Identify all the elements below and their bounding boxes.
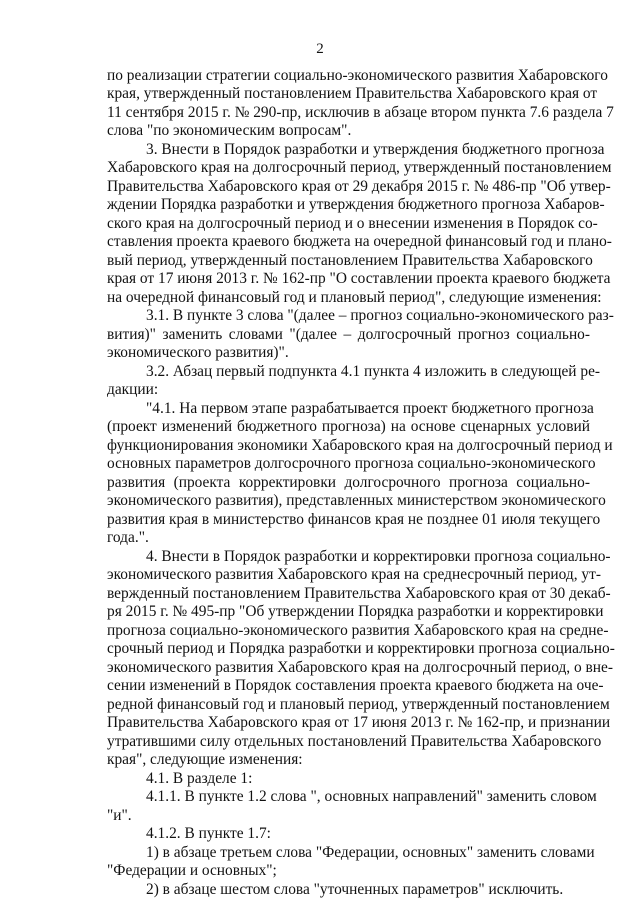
text-line: экономического развития), представленных министерством экономического: [107, 492, 606, 509]
text-line: 4.1.1. В пункте 1.2 слова ", основных направлений" заменить словом: [146, 788, 597, 805]
text-line: функционирования экономики Хабаровского края на долгосрочный период и: [107, 437, 613, 454]
text-line: вый период, утвержденный постановлением Правительства Хабаровского: [107, 252, 593, 269]
text-line: края", следующие изменения:: [107, 751, 303, 768]
text-line: редной финансовый год и плановый период, утвержденный постановлением: [107, 696, 610, 713]
text-line: ря 2015 г. № 495-пр "Об утверждении Порядка разработки и корректировки: [107, 603, 604, 620]
text-line: "и".: [107, 807, 132, 824]
text-line: ставления проекта краевого бюджета на очередной финансовый год и плано-: [107, 233, 612, 250]
text-line: вития)" заменить словами "(далее – долгосрочный прогноз социально-: [107, 326, 590, 343]
text-line: Хабаровского края на долгосрочный период, утвержденный постановлением: [107, 159, 612, 176]
text-line: края, утвержденный постановлением Правительства Хабаровского края от: [107, 85, 598, 102]
text-line: на очередной финансовый год и плановый период", следующие изменения:: [107, 289, 602, 306]
text-line: (проект изменений бюджетного прогноза) на основе сценарных условий: [107, 418, 590, 435]
text-line: Правительства Хабаровского края от 29 декабря 2015 г. № 486-пр "Об утвер-: [107, 178, 611, 195]
text-line: развития края в министерство финансов края не позднее 01 июля текущего: [107, 511, 601, 528]
text-line: экономического развития Хабаровского края на среднесрочный период, ут-: [107, 566, 601, 583]
text-line: 3.2. Абзац первый подпункта 4.1 пункта 4 изложить в следующей ре-: [146, 363, 601, 380]
text-line: края от 17 июня 2013 г. № 162-пр "О составлении проекта краевого бюджета: [107, 270, 611, 287]
text-line: вержденный постановлением Правительства Хабаровского края от 30 декаб-: [107, 585, 611, 602]
text-line: 4.1.2. В пункте 1.7:: [146, 825, 271, 842]
text-line: слова "по экономическим вопросам".: [107, 122, 352, 139]
text-line: 4.1. В разделе 1:: [146, 770, 253, 787]
text-line: Правительства Хабаровского края от 17 июня 2013 г. № 162-пр, и признании: [107, 714, 611, 731]
text-line: 2) в абзаце шестом слова "уточненных параметров" исключить.: [146, 881, 564, 898]
text-line: по реализации стратегии социально-экономического развития Хабаровского: [107, 67, 608, 84]
text-line: 3.1. В пункте 3 слова "(далее – прогноз социально-экономического раз-: [146, 307, 614, 324]
text-line: основных параметров долгосрочного прогноза социально-экономического: [107, 455, 596, 472]
text-line: экономического развития Хабаровского края на долгосрочный период, о вне-: [107, 659, 613, 676]
text-line: "4.1. На первом этапе разрабатывается проект бюджетного прогноза: [146, 400, 594, 417]
text-line: 4. Внести в Порядок разработки и корректировки прогноза социально-: [146, 548, 611, 565]
text-line: 11 сентября 2015 г. № 290-пр, исключив в абзаце втором пункта 7.6 раздела 7: [107, 104, 614, 121]
text-line: сении изменений в Порядок составления проекта краевого бюджета на оче-: [107, 677, 604, 694]
text-line: дакции:: [107, 381, 159, 398]
text-line: ждении Порядка разработки и утверждения бюджетного прогноза Хабаров-: [107, 196, 605, 213]
text-line: утратившими силу отдельных постановлений Правительства Хабаровского: [107, 733, 602, 750]
text-line: "Федерации и основных";: [107, 862, 277, 879]
text-line: года.".: [107, 529, 149, 546]
text-line: прогноза социально-экономического развития Хабаровского края на средне-: [107, 622, 609, 639]
text-line: 1) в абзаце третьем слова "Федерации, основных" заменить словами: [146, 844, 595, 861]
text-line: экономического развития)".: [107, 344, 289, 361]
text-line: развития (проекта корректировки долгосрочного прогноза социально-: [107, 474, 590, 491]
text-line: ского края на долгосрочный период и о внесении изменения в Порядок со-: [107, 215, 598, 232]
text-line: срочный период и Порядка разработки и корректировки прогноза социально-: [107, 640, 615, 657]
page-number: 2: [316, 41, 324, 57]
text-line: 3. Внести в Порядок разработки и утверждения бюджетного прогноза: [146, 141, 605, 158]
